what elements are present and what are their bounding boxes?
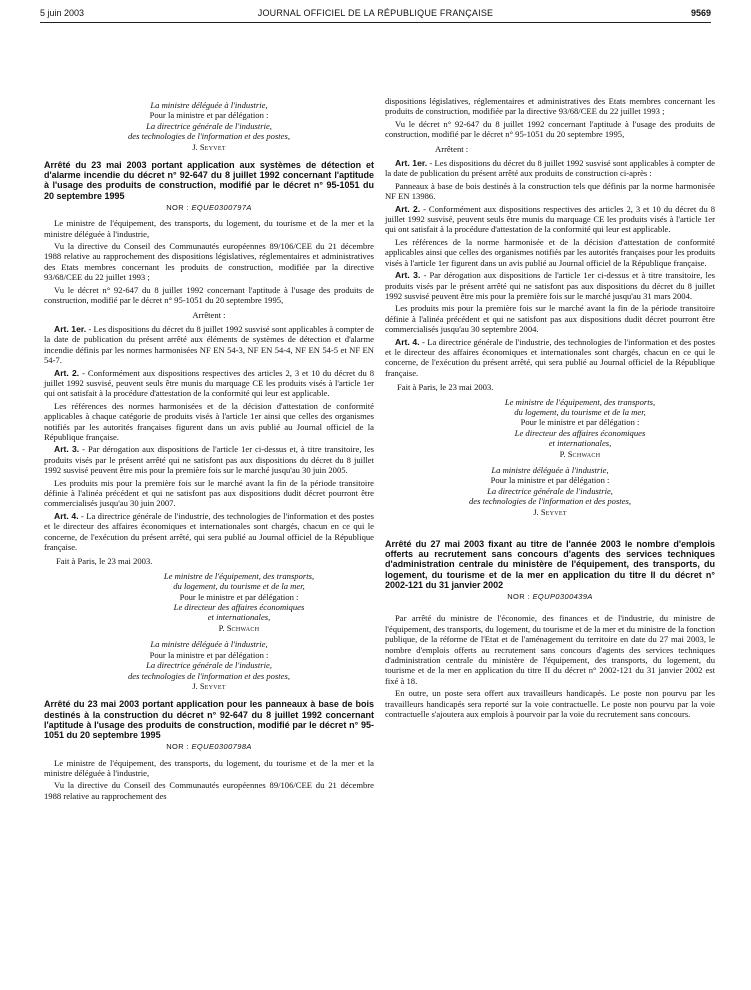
signature-line: Le directeur des affaires économiques <box>173 602 305 613</box>
signature-line: La directrice générale de l'industrie, <box>487 485 613 496</box>
paragraph: Les produits mis pour la première fois sur le marché avant la fin de la période transitoire définie à l'alinéa précédent et qui ne satisfont pas aux dispositions dudit décret pourront être commercialisés jusqu'au 30 septembre 2004. <box>385 303 715 335</box>
article-1: Art. 1er. - Les dispositions du décret du 8 juillet 1992 susvisé sont applicables à compter de la date de publication du présent arrêté aux produits de construction ci-après : <box>385 158 715 179</box>
signature-line: Le ministre de l'équipement, des transports, <box>163 570 315 581</box>
paragraph: dispositions législatives, réglementaires et administratives des Etats membres concernant les produits de construction, modifiée par la directive 93/68/CEE du 22 juillet 1993 ; <box>385 96 715 117</box>
signature-block <box>385 465 715 517</box>
signature-block <box>385 397 715 459</box>
signature-line: du logement, du tourisme et de la mer, <box>173 581 305 592</box>
signature-line: La ministre déléguée à l'industrie, <box>150 639 268 650</box>
nor-reference: NOR : EQUP0300439A <box>507 592 593 602</box>
article-4: Art. 4. - La directrice générale de l'industrie, des technologies de l'information et des postes et le directeur des affaires économiques et internationales sont chargés, chacun en ce qui le concerne, de l'exécution du présent arrêté, qui sera publié au Journal officiel de la République française. <box>44 510 374 553</box>
header-rule <box>40 22 711 23</box>
signature-name: J. Seyvet <box>192 680 226 691</box>
nor-reference: NOR : EQUE0300797A <box>166 202 252 212</box>
paragraph: Par arrêté du ministre de l'économie, des finances et de l'industrie, du ministre de l'équipement, des transports, du logement, du tourisme et de la mer et du ministre de la fonction publique, de la réforme de l'Etat et de l'aménagement du territoire en date du 27 mai 2003, le nombre d'emplois offerts au recrutement sans concours d'agents des services techniques d'administration centrale du ministère de l'équipement, des transports, du logement, du tourisme et de la mer en application du titre II du décret n° 2002-121 du 31 janvier 2002 est fixé à 18. <box>385 613 715 686</box>
signature-line: La directrice générale de l'industrie, <box>146 120 272 131</box>
paragraph: Le ministre de l'équipement, des transports, du logement, du tourisme et de la mer et la ministre déléguée à l'industrie, <box>44 218 374 239</box>
signature-line: Pour le ministre et par délégation : <box>520 417 640 428</box>
signature-line: et internationales, <box>548 438 612 449</box>
signature-name: P. Schwach <box>559 448 601 459</box>
article-4: Art. 4. - La directrice générale de l'industrie, des technologies de l'information et des postes et le directeur des affaires économiques et internationales sont chargés, chacun en ce qui le concerne, de l'exécution du présent arrêté, qui sera publié au Journal officiel de la République française. <box>385 336 715 378</box>
paragraph: Vu le décret n° 92-647 du 8 juillet 1992 concernant l'aptitude à l'usage des produits de construction, modifié par le décret n° 95-1051 du 20 septembre 1995, <box>385 118 715 140</box>
page-header <box>40 8 711 22</box>
paragraph: Vu le décret n° 92-647 du 8 juillet 1992 concernant l'aptitude à l'usage des produits de construction, modifié par le décret n° 95-1051 du 20 septembre 1995, <box>44 284 374 306</box>
signature-line: La directrice générale de l'industrie, <box>146 660 272 671</box>
decree-wood-panels-continued <box>385 96 715 517</box>
signature-block-top <box>44 100 374 152</box>
paragraph: En outre, un poste sera offert aux travailleurs handicapés. Le poste non pourvu par les travailleurs handicapés sera reporté sur la voie contractuelle. Le poste non pourvu par la voie contractuelle s'ajoutera aux emplois à pourvoir par la voie du recrutement sans concours. <box>385 688 715 720</box>
paragraph: Les produits mis pour la première fois sur le marché avant la fin de la période transitoire définie à l'alinéa précédent et qui ne satisfont pas aux dispositions dudit décret pourront être commercialisés jusqu'au 30 juin 2007. <box>44 477 374 509</box>
signature-line: Pour le ministre et par délégation : <box>179 591 299 602</box>
decree-wood-panels <box>44 699 374 801</box>
signature-line: des technologies de l'information et des postes, <box>469 496 631 507</box>
article-2: Art. 2. - Conformément aux dispositions respectives des articles 2, 3 et 10 du décret du 8 juillet 1992 susvisé, peuvent seuls être munis du marquage CE les produits visés à l'article 1er qui ont satisfait à la procédure d'attestation de la conformité qui leur est applicable. <box>385 203 715 235</box>
article-2: Art. 2. - Conformément aux dispositions respectives des articles 2, 3 et 10 du décret du 8 juillet 1992 susvisé, peuvent seuls être munis du marquage CE les produits visés à l'article 1er qui ont satisfait à la procédure d'attestation de la conformité qui leur est applicable. <box>44 367 374 399</box>
decree-title: Arrêté du 27 mai 2003 fixant au titre de l'année 2003 le nombre d'emplois offerts au recrutement sans concours d'agents des services techniques d'administration centrale du ministère de l'équipement, des transports, du logement, du tourisme et de la mer en application du titre II du décret n° 2002-121 du 31 janvier 2002 <box>385 539 715 590</box>
article-1: Art. 1er. - Les dispositions du décret du 8 juillet 1992 susvisé sont applicables à compter de la date de publication du présent arrêté aux éléments de systèmes de détection et d'alarme incendie définis par les normes harmonisées NF EN 54-3, NF EN 54-4, NF EN 54-5 et NF EN 54-7. <box>44 323 374 366</box>
signature-line: et internationales, <box>207 612 271 623</box>
nor-reference: NOR : EQUE0300798A <box>166 742 252 752</box>
arrete-heading: Arrêtent : <box>435 143 469 154</box>
signature-line: des technologies de l'information et des postes, <box>128 670 290 681</box>
fait-a-paris: Fait à Paris, le 23 mai 2003. <box>397 382 494 393</box>
arretent-heading: Arrêtent : <box>192 309 226 320</box>
right-column <box>385 96 715 722</box>
header-date: 5 juin 2003 <box>40 8 85 18</box>
signature-line: Le directeur des affaires économiques <box>514 427 646 438</box>
signature-block <box>44 571 374 633</box>
signature-line: des technologies de l'information et des postes, <box>128 131 290 142</box>
signature-name: J. Seyvet <box>533 506 567 517</box>
paragraph: Vu la directive du Conseil des Communautés européennes 89/106/CEE du 21 décembre 1988 relative au rapprochement des dispositions législatives, réglementaires et administratives des Etats membres concernant les produits de construction, modifiée par la directive 93/68/CEE du 22 juillet 1993 ; <box>44 241 374 283</box>
decree-recruitment <box>385 539 715 719</box>
decree-sensors <box>44 160 374 691</box>
signature-line: La ministre déléguée à l'industrie, <box>150 100 268 110</box>
signature-line: Le ministre de l'équipement, des transports, <box>504 396 656 407</box>
signature-line: Pour la ministre et par délégation : <box>149 110 269 121</box>
paragraph: Le ministre de l'équipement, des transports, du logement, du tourisme et de la mer et la ministre déléguée à l'industrie, <box>44 757 374 778</box>
article-3: Art. 3. - Par dérogation aux dispositions de l'article 1er ci-dessus et, à titre transitoire, les produits visés par le présent arrêté qui ne satisfont pas aux dispositions du décret du 8 juillet 1992 susvisé peuvent être mis pour la première fois sur le marché jusqu'au 30 juin 2005. <box>44 444 374 476</box>
left-column <box>44 100 374 803</box>
signature-block <box>44 639 374 691</box>
signature-name: J. Seyvet <box>192 141 226 152</box>
header-journal-title: JOURNAL OFFICIEL DE LA RÉPUBLIQUE FRANÇAISE <box>257 8 494 18</box>
decree-title: Arrêté du 23 mai 2003 portant application aux systèmes de détection et d'alarme incendie du décret n° 92-647 du 8 juillet 1992 concernant l'aptitude à l'usage des produits de construction, modifié par le décret n° 95-1051 du 20 septembre 1995 <box>44 160 374 201</box>
signature-line: Pour la ministre et par délégation : <box>149 649 269 660</box>
signature-name: P. Schwach <box>218 622 260 633</box>
signature-line: du logement, du tourisme et de la mer, <box>514 406 646 417</box>
decree-title: Arrêté du 23 mai 2003 portant application pour les panneaux à base de bois destinés à la construction du décret n° 92-647 du 8 juillet 1992 concernant l'aptitude à l'usage des produits de construction, modifié par le décret n° 95-1051 du 20 septembre 1995 <box>44 699 374 740</box>
article-3: Art. 3. - Par dérogation aux dispositions de l'article 1er ci-dessus et à titre transitoire, les produits visés par le présent arrêté qui ne satisfont pas aux dispositions du décret du 8 juillet 1992 susvisé peuvent être mis pour la première fois sur le marché jusqu'au 31 mars 2004. <box>385 270 715 301</box>
signature-line: La ministre déléguée à l'industrie, <box>491 465 609 475</box>
paragraph: Panneaux à base de bois destinés à la construction tels que définis par la norme harmonisée NF EN 13986. <box>385 180 715 202</box>
paragraph: Les références des normes harmonisées et de la décision d'attestation de conformité applicables à chaque catégorie de produits visés à l'article 1er ainsi que celles des organismes notifiés par les autorités françaises figurent dans un avis publié au Journal officiel de la République française. <box>44 400 374 442</box>
signature-line: Pour la ministre et par délégation : <box>490 475 610 486</box>
paragraph: Vu la directive du Conseil des Communautés européennes 89/106/CEE du 21 décembre 1988 relative au rapprochement des <box>44 780 374 801</box>
fait-a-paris: Fait à Paris, le 23 mai 2003. <box>56 556 153 567</box>
header-page-number: 9569 <box>690 8 711 18</box>
paragraph: Les références de la norme harmonisée et de la décision d'attestation de conformité applicables ainsi que celles des organismes notifiés par les autorités françaises pour les produits visés à l'article 1er figurent dans un avis publié au Journal officiel de la République française. <box>385 236 715 268</box>
